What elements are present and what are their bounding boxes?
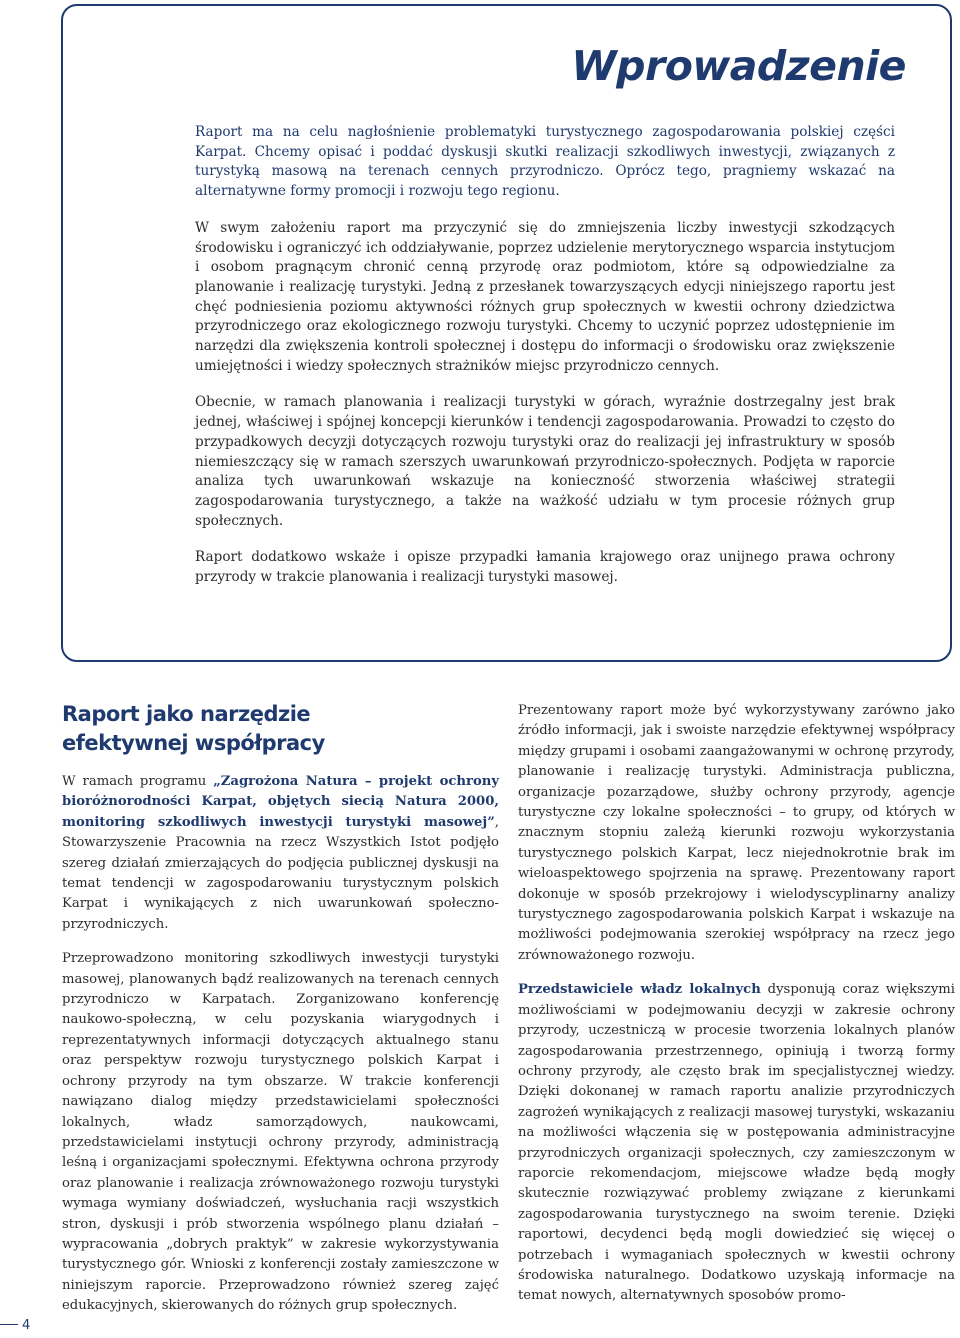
right-paragraph-2 (518, 980, 955, 1307)
footer-rule (0, 1324, 18, 1325)
intro-paragraph-2: W swym założeniu raport ma przyczynić się do zmniejszenia liczby inwestycji szkodzących środowisku i ograniczyć ich oddziaływanie, poprzez udzielenie merytorycznego wsparcia instytucjom i osobom pragnącym chronić cenną przyrodę oraz podmiotom, które są odpowiedzialne za planowanie i realizację turystyki. Jedną z przesłanek towarzyszących edycji niniejszego raportu jest chęć podniesienia poziomu aktywności różnych grup społecznych w kwestii ochrony dziedzictwa przyrodniczego oraz ekologicznego rozwoju turystyki. Chcemy to uczynić poprzez udostępnienie im narzędzi dla zwiększenia kontroli społecznej i dostępu do informacji o środowisku oraz zwiększenie umiejętności i wiedzy społecznych strażników miejsc przyrodniczo cennych. (195, 219, 895, 374)
section-heading-line-2: efektywnej współpracy (62, 731, 325, 755)
intro-box (61, 4, 952, 662)
page-number: 4 (22, 1318, 31, 1333)
left-p1-intro: W ramach programu (62, 774, 214, 789)
left-paragraph-2: Przeprowadzono monitoring szkodliwych inwestycji turystyki masowej, planowanych bądź realizowanych na terenach cennych przyrodniczo w Karpatach. Zorganizowano konferencję naukowo-społeczną, w celu pozyskania wiarygodnych i reprezentatywnych informacji dotyczących aktualnego stanu oraz perspektyw rozwoju turystycznego polskich Karpat i ochrony przyrody na tym obszarze. W trakcie konferencji nawiązano dialog między przedstawicielami społeczności lokalnych, władz samorządowych, naukowcami, przedstawicielami instytucji ochrony przyrody, administracją leśną i organizacjami społecznymi. Efektywna ochrona przyrody oraz planowanie i realizacja zrównoważonego rozwoju turystyki wymaga wymiany doświadczeń, wysłuchania racji wszystkich stron, dyskusji i prób stworzenia wspólnego planu działań – wypracowania „dobrych praktyk” w zakresie wykorzystywania turystycznego gór. Wnioski z konferencji zostały zamieszczone w niniejszym raporcie. Przeprowadzono również szereg zajęć edukacyjnych, skierowanych do różnych grup społecznych. (62, 951, 499, 1314)
intro-body (195, 123, 895, 605)
section-heading (62, 700, 499, 758)
intro-paragraph-1: Raport ma na celu nagłośnienie problematyki turystycznego zagospodarowania polskiej części Karpat. Chcemy opisać i poddać dyskusji skutki realizacji szkodliwych inwestycji, związanych z turystyką masową na terenach cennych przyrodniczo. Oprócz tego, pragniemy wskazać na alternatywne formy promocji i rozwoju tego regionu. (195, 124, 895, 200)
right-paragraph-1: Prezentowany raport może być wykorzystywany zarówno jako źródło informacji, jak i swoiste narzędzie efektywnej współpracy między grupami i osobami zaangażowanymi w ochronę przyrody, planowanie i realizację turystyki. Administracja publiczna, organizacje pozarządowe, służby ochrony przyrody, agencje turystyczne czy lokalne społeczności – to grupy, od których w znacznym stopniu zależą kierunki rozwoju wykorzystania turystycznego polskich Karpat, lecz niejednokrotnie brak im wieloaspektowego spojrzenia na sprawę. Prezentowany raport dokonuje w sposób przekrojowy i wielodyscyplinarny analizy turystycznego zagospodarowania polskich Karpat i wskazuje na możliwości podejmowania szerokiej współpracy na rzecz jego zrównoważonego rozwoju. (518, 703, 955, 963)
intro-paragraph-4: Raport dodatkowo wskaże i opisze przypadki łamania krajowego oraz unijnego prawa ochrony przyrody w trakcie planowania i realizacji turystyki masowej. (195, 549, 895, 586)
local-authorities-label: Przedstawiciele władz lokalnych (518, 982, 761, 998)
left-p1-rest: , Stowarzyszenie Pracownia na rzecz Wszystkich Istot podjęło szereg działań zmierzających do podjęcia publicznej dyskusji na temat tendencji w zagospodarowaniu turystycznym polskich Karpat i wynikających z nich uwarunkowań społeczno-przyrodniczych. (62, 814, 499, 932)
left-paragraph-1 (62, 772, 499, 935)
section-heading-line-1: Raport jako narzędzie (62, 702, 311, 726)
right-column (518, 701, 955, 1321)
intro-paragraph-3: Obecnie, w ramach planowania i realizacji turystyki w górach, wyraźnie dostrzegalny jest brak jednej, właściwej i spójnej koncepcji kierunków i tendencji zagospodarowania. Prowadzi to często do przypadkowych decyzji dotyczących rozwoju turystyki oraz do realizacji jej infrastruktury w sposób niemieszczący się w ramach szerszych uwarunkowań przyrodniczo-społecznych. Podjęta w raporcie analiza tych uwarunkowań wskazuje na konieczność stworzenia właściwej strategii zagospodarowania turystycznego, a także na ważkość udziału w tym procesie różnych grup społecznych. (195, 394, 895, 529)
program-name: „Zagrożona Natura – projekt ochrony bioróżnorodności Karpat, objętych siecią Natura 2000, monitoring szkodliwych inwestycji turystyki masowej” (62, 774, 499, 830)
left-column (62, 700, 499, 1331)
intro-title: Wprowadzenie (571, 42, 906, 90)
right-p2-rest: dysponują coraz większymi możliwościami w podejmowaniu decyzji w zakresie ochrony przyrody, uczestniczą w procesie tworzenia lokalnych planów zagospodarowania przestrzennego, opiniują i tworzą formy ochrony przyrody, ale często brak im specjalistycznej wiedzy. Dzięki dokonanej w ramach raportu analizie przyrodniczych zagrożeń wynikających z realizacji masowej turystyki, wskazaniu na możliwości włączenia się w postępowania administracyjne przyrodniczych organizacji społecznych, czy zamieszczonym w raporcie rekomendacjom, miejscowe władze będą mogły skutecznie rozwiązywać problemy związane z kierunkami zagospodarowania turystycznego na swoim terenie. Dzięki raportowi, decydenci będą mogli dowiedzieć się więcej o potrzebach i wymaganiach społecznych w kwestii ochrony środowiska naturalnego. Dodatkowo uzyskają informacje na temat nowych, alternatywnych sposobów promo- (518, 982, 955, 1304)
